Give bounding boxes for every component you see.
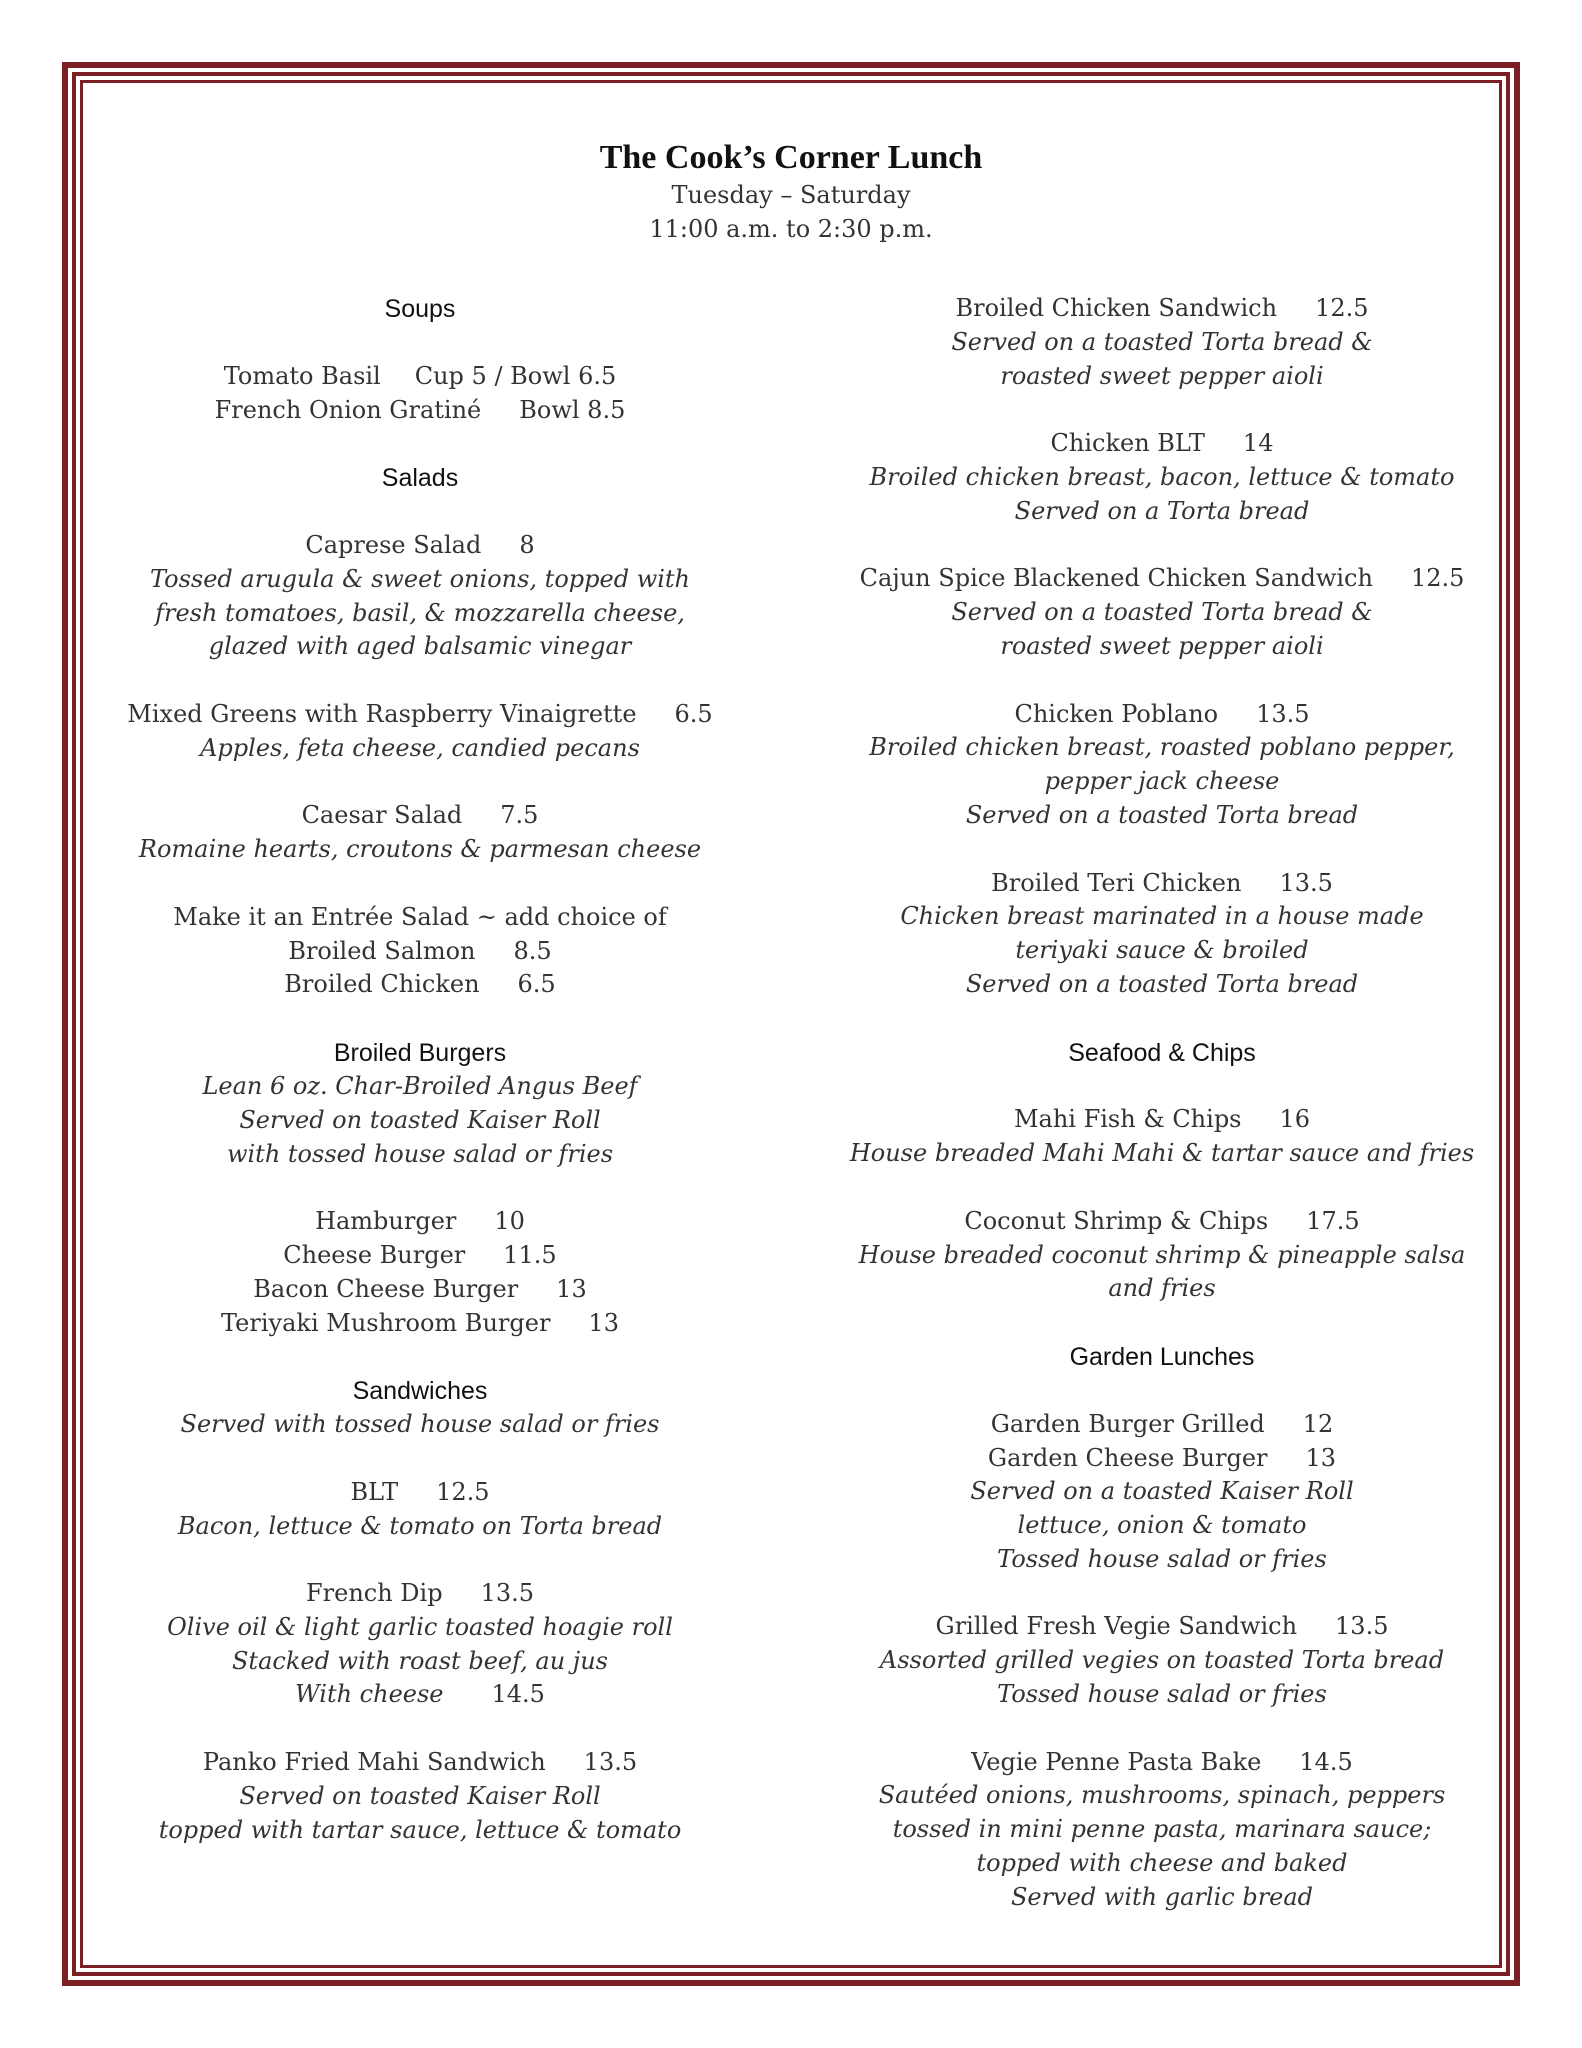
item-price: 13 [556,1274,587,1303]
item-description: Served on a toasted Torta bread & [951,327,1373,356]
item-price: 6.5 [674,699,713,728]
item-price: 8 [519,530,535,559]
item-description: Stacked with roast beef, au jus [231,1646,608,1675]
menu-hours: 11:00 a.m. to 2:30 p.m. [649,215,933,243]
menu-item [100,1205,740,1239]
item-name: Chicken Poblano [1014,699,1219,728]
right-column [832,292,1492,1915]
item-price: 13 [1305,1443,1337,1472]
menu-item [100,935,740,969]
item-name: Caprese Salad [305,530,482,559]
item-description: Sautéed onions, mushrooms, spinach, peppers [878,1781,1446,1810]
menu-item [832,867,1492,901]
menu-item [100,1476,740,1510]
item-description: Served with garlic bread [1010,1882,1314,1911]
item-price: 8.5 [513,936,552,965]
entree-salad-intro: Make it an Entrée Salad ~ add choice of [173,902,667,931]
item-name: Broiled Teri Chicken [991,868,1242,897]
item-name: Garden Burger Grilled [990,1409,1265,1438]
item-name: Bacon Cheese Burger [253,1274,519,1303]
item-price: 7.5 [500,801,539,830]
item-description: Assorted grilled vegies on toasted Torta bread [879,1646,1445,1675]
item-price: 17.5 [1306,1206,1360,1235]
menu-item [832,1103,1492,1137]
item-description: House breaded coconut shrimp & pineapple salsa [858,1240,1466,1269]
item-description: fresh tomatoes, basil, & mozzarella cheese, [155,598,685,627]
item-price: 14.5 [1299,1747,1353,1776]
item-name: Broiled Salmon [288,936,476,965]
item-name: Mixed Greens with Raspberry Vinaigrette [127,699,637,728]
item-price: 13.5 [1335,1612,1389,1641]
item-name: Hamburger [315,1207,457,1236]
item-description: Tossed house salad or fries [997,1680,1327,1709]
item-description: roasted sweet pepper aioli [1000,361,1324,390]
item-description: tossed in mini penne pasta, marinara sauce; [892,1815,1432,1844]
section-heading-salads: Salads [381,464,459,493]
menu-item [832,562,1492,596]
section-heading-burgers: Broiled Burgers [333,1038,507,1067]
item-name: Cheese Burger [283,1240,466,1269]
item-price: Bowl 8.5 [519,395,626,424]
item-name: Broiled Chicken Sandwich [955,294,1278,322]
item-name: Panko Fried Mahi Sandwich [202,1748,546,1777]
menu-title: The Cook’s Corner Lunch [599,139,983,176]
item-description: Tossed house salad or fries [997,1544,1327,1573]
section-description: with tossed house salad or fries [226,1139,614,1168]
item-description: Tossed arugula & sweet onions, topped with [149,564,691,593]
item-price: 13.5 [480,1579,535,1608]
menu-item [100,529,740,563]
menu-item [832,292,1492,326]
section-heading-garden: Garden Lunches [1069,1342,1255,1371]
item-price: 14 [1242,429,1274,458]
item-price: 13.5 [1279,868,1333,897]
item-description: Romaine hearts, croutons & parmesan cheese [138,835,702,864]
menu-item [100,698,740,732]
menu-days: Tuesday – Saturday [671,181,911,209]
item-price: 16 [1279,1105,1311,1134]
menu-item [832,1746,1492,1780]
menu-item [100,1273,740,1307]
item-price: 12.5 [1410,564,1465,593]
item-description: and fries [1108,1274,1216,1303]
item-description: Broiled chicken breast, roasted poblano pepper, [869,733,1455,762]
section-description: Served with tossed house salad or fries [180,1410,660,1439]
item-description: Served on a toasted Torta bread [965,969,1359,998]
menu-item [100,799,740,833]
item-description: teriyaki sauce & broiled [1015,936,1309,965]
menu-item [100,1307,740,1341]
item-price: 12 [1302,1409,1334,1438]
item-description: Served on a Torta bread [1014,496,1310,525]
item-description: Served on a toasted Torta bread [965,800,1359,829]
item-price: 10 [494,1207,525,1236]
item-name: Cajun Spice Blackened Chicken Sandwich [859,564,1373,593]
menu-header [0,138,1582,246]
item-name: French Dip [305,1579,443,1608]
item-name: Teriyaki Mushroom Burger [221,1308,551,1337]
item-name: Vegie Penne Pasta Bake [971,1747,1262,1776]
section-heading-sandwiches: Sandwiches [352,1377,488,1406]
item-price: 13.5 [1256,699,1310,728]
option-price: 14.5 [491,1680,545,1709]
item-description: Served on toasted Kaiser Roll [239,1781,601,1810]
item-option [100,1678,740,1712]
item-name: Mahi Fish & Chips [1013,1105,1242,1134]
item-name: Garden Cheese Burger [987,1443,1268,1472]
menu-item [832,1408,1492,1442]
item-name: Tomato Basil [223,361,381,390]
item-name: Broiled Chicken [284,970,480,999]
item-description: pepper jack cheese [1044,767,1280,796]
item-description: glazed with aged balsamic vinegar [208,632,632,661]
section-description: Served on toasted Kaiser Roll [239,1105,601,1134]
item-description: Apples, feta cheese, candied pecans [200,733,640,762]
item-name: BLT [350,1477,399,1506]
menu-item [832,698,1492,732]
menu-item [832,1442,1492,1476]
item-name: Grilled Fresh Vegie Sandwich [935,1612,1298,1641]
item-description: Olive oil & light garlic toasted hoagie roll [167,1612,673,1641]
item-price: 12.5 [436,1477,490,1506]
menu-item [832,1610,1492,1644]
item-name: Caesar Salad [301,801,463,830]
item-description: lettuce, onion & tomato [1017,1511,1307,1540]
menu-item [100,394,740,428]
menu-item [100,1577,740,1611]
option-name: With cheese [295,1680,444,1709]
item-price: 13 [588,1308,619,1337]
item-description: Served on a toasted Torta bread & [951,598,1373,627]
menu-item [832,1205,1492,1239]
item-description: Broiled chicken breast, bacon, lettuce & tomato [869,462,1455,491]
item-price: 12.5 [1315,294,1369,322]
item-description: roasted sweet pepper aioli [1000,631,1324,660]
section-heading-soups: Soups [384,295,456,323]
section-description: Lean 6 oz. Char-Broiled Angus Beef [202,1071,638,1100]
item-price: Cup 5 / Bowl 6.5 [414,361,617,390]
menu-item [100,968,740,1002]
item-name: French Onion Gratiné [214,395,482,424]
item-price: 11.5 [503,1240,557,1269]
menu-item [832,427,1492,461]
menu-item [100,360,740,394]
section-heading-seafood: Seafood & Chips [1068,1038,1256,1067]
left-column [100,292,740,1847]
item-description: topped with cheese and baked [976,1849,1348,1878]
item-description: Bacon, lettuce & tomato on Torta bread [177,1511,663,1540]
item-price: 6.5 [517,970,556,999]
item-description: Chicken breast marinated in a house made [900,902,1424,931]
item-price: 13.5 [583,1748,638,1777]
item-description: topped with tartar sauce, lettuce & tomato [158,1815,682,1844]
item-name: Coconut Shrimp & Chips [964,1206,1269,1235]
item-name: Chicken BLT [1050,429,1205,458]
menu-item [100,1239,740,1273]
item-description: House breaded Mahi Mahi & tartar sauce and fries [849,1139,1475,1168]
menu-item [100,1746,740,1780]
item-description: Served on a toasted Kaiser Roll [970,1477,1354,1506]
